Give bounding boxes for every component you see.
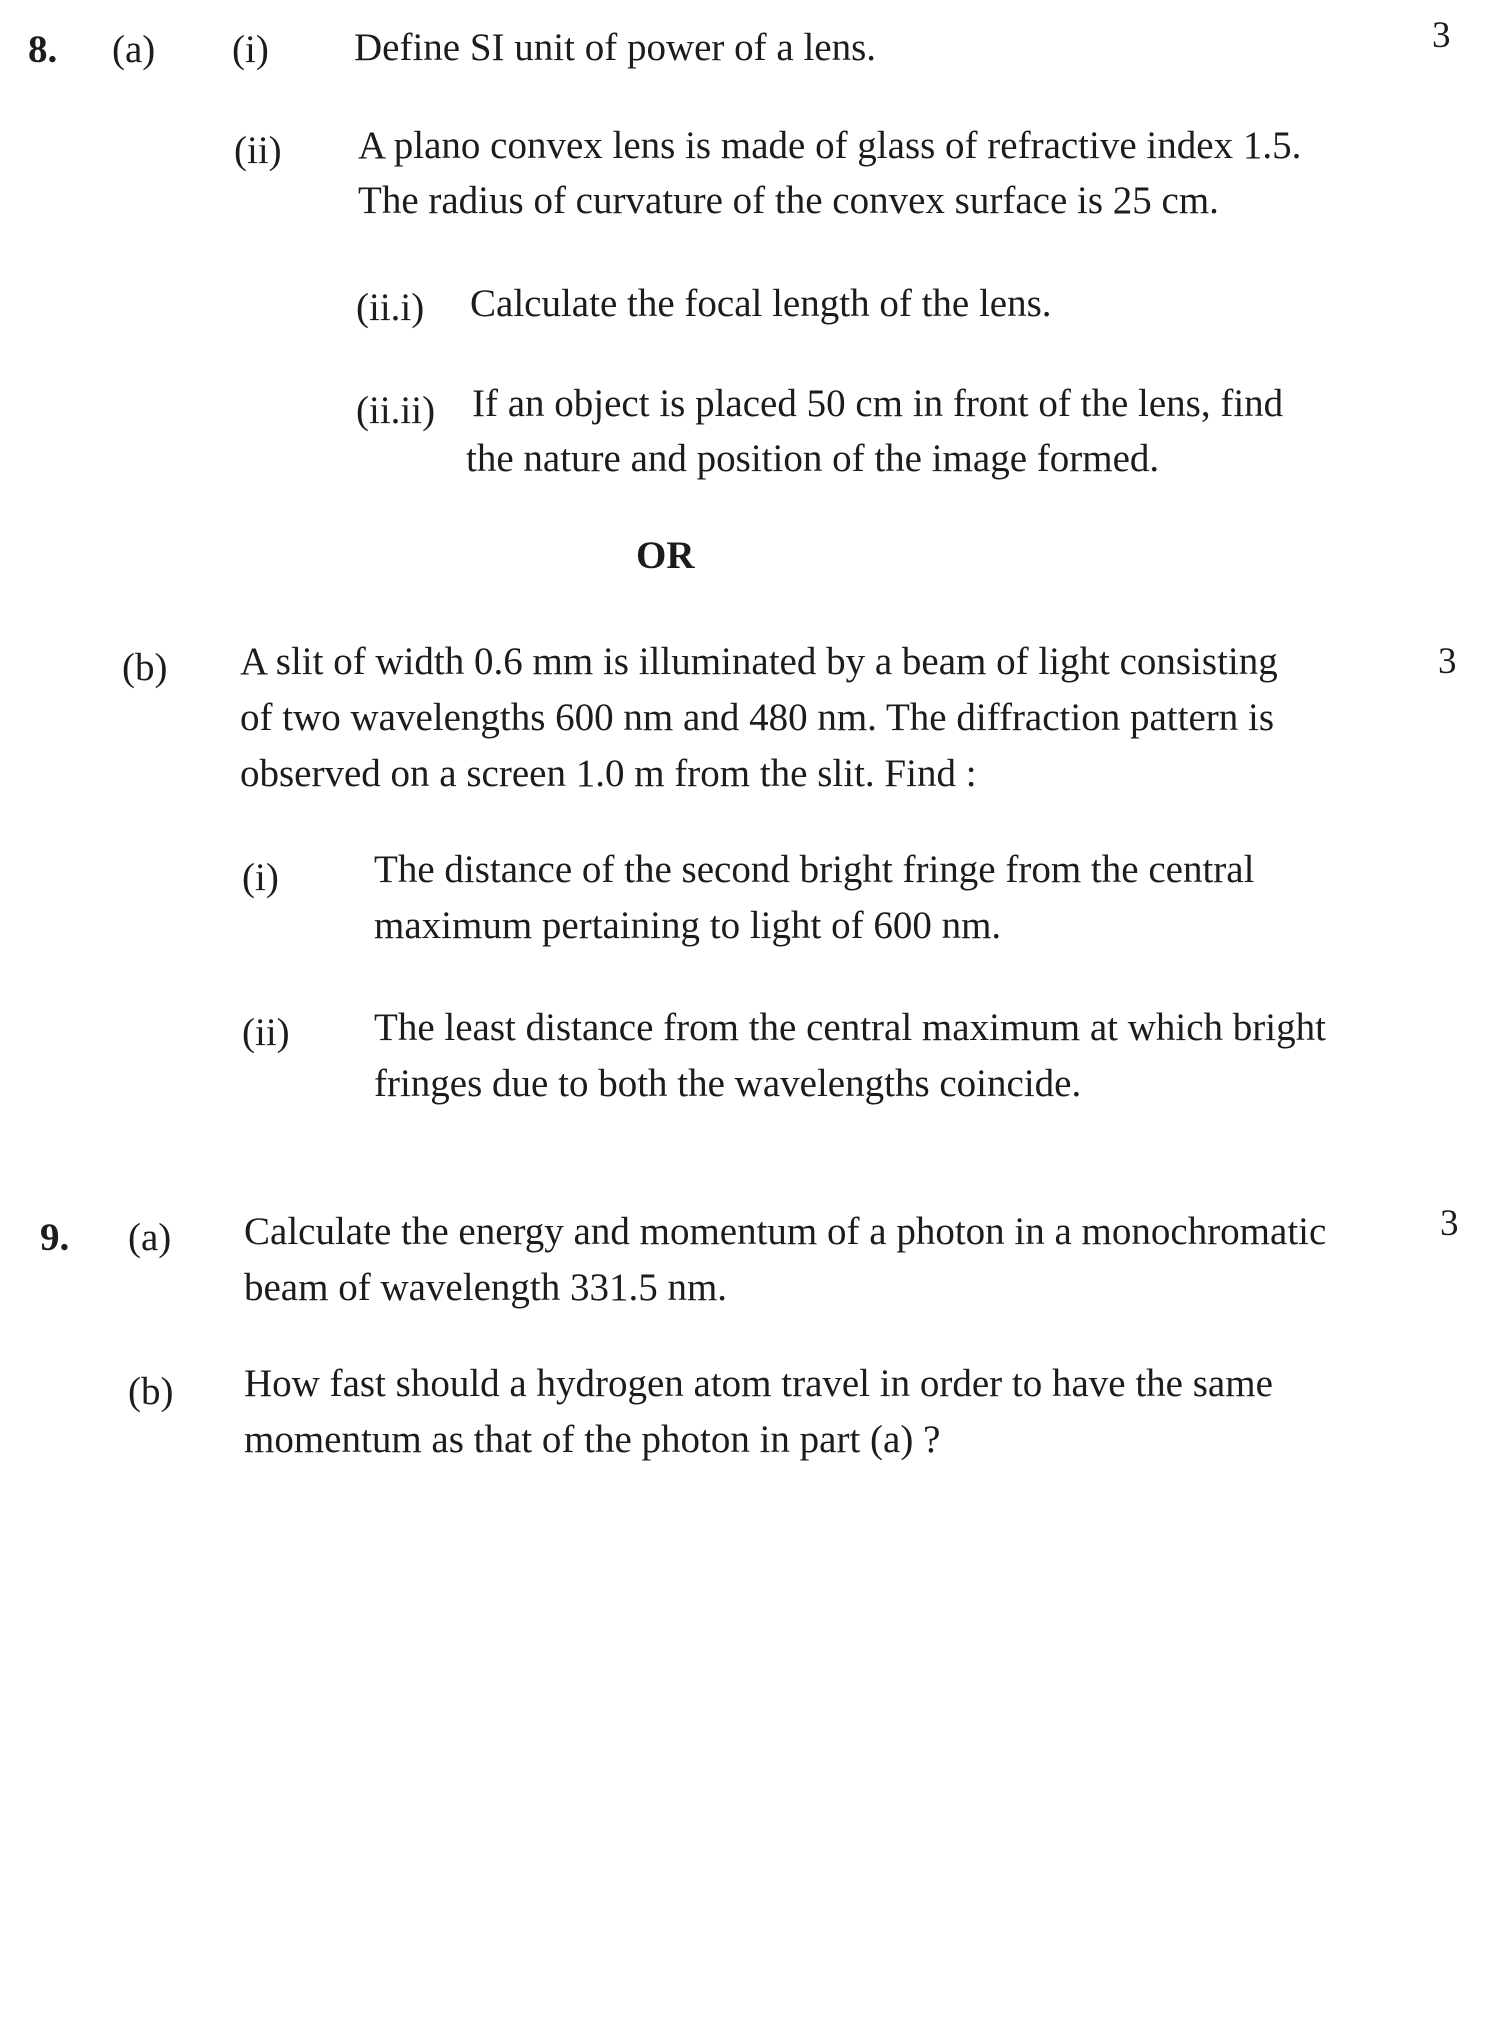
question-8b-i-line2: maximum pertaining to light of 600 nm.	[374, 904, 1002, 947]
question-9a-label: (a)	[128, 1216, 172, 1259]
question-9a-marks: 3	[1440, 1203, 1459, 1244]
question-8b-marks: 3	[1438, 641, 1457, 682]
question-9b-line2: momentum as that of the photon in part (a) ?	[244, 1418, 941, 1461]
question-9b-line1: How fast should a hydrogen atom travel in order to have the same	[244, 1362, 1273, 1405]
question-8a-ii-i-text: Calculate the focal length of the lens.	[470, 282, 1052, 325]
question-8a-ii-ii-label: (ii.ii)	[356, 389, 436, 432]
question-9b-label: (b)	[128, 1370, 174, 1413]
question-8b-line2: of two wavelengths 600 nm and 480 nm. The diffraction pattern is	[240, 696, 1275, 739]
question-9-number: 9.	[40, 1216, 70, 1259]
question-8a-ii-label: (ii)	[234, 129, 282, 172]
question-8a-ii-line1: A plano convex lens is made of glass of refractive index 1.5.	[358, 124, 1302, 167]
question-8-number: 8.	[28, 28, 58, 71]
question-8b-i-label: (i)	[242, 856, 279, 899]
question-9a-line1: Calculate the energy and momentum of a photon in a monochromatic	[244, 1210, 1327, 1253]
question-8b-label: (b)	[122, 646, 168, 689]
question-8a-ii-ii-line1: If an object is placed 50 cm in front of the lens, find	[472, 382, 1284, 425]
question-8a-ii-line2: The radius of curvature of the convex surface is 25 cm.	[358, 179, 1219, 222]
question-8b-i-line1: The distance of the second bright fringe from the central	[374, 848, 1255, 891]
question-8a-ii-i-label: (ii.i)	[356, 286, 425, 329]
or-separator: OR	[636, 534, 695, 577]
question-8a-ii-ii-line2: the nature and position of the image formed.	[466, 437, 1160, 480]
question-8a-i-text: Define SI unit of power of a lens.	[354, 26, 877, 69]
question-8a-marks: 3	[1432, 15, 1451, 56]
question-8a-label: (a)	[112, 28, 156, 71]
question-8a-i-label: (i)	[232, 28, 269, 71]
question-8b-line1: A slit of width 0.6 mm is illuminated by a beam of light consisting	[240, 640, 1278, 683]
question-8b-ii-line1: The least distance from the central maximum at which bright	[374, 1006, 1326, 1049]
question-8b-ii-label: (ii)	[242, 1011, 290, 1054]
question-8b-line3: observed on a screen 1.0 m from the slit. Find :	[240, 752, 977, 795]
question-9a-line2: beam of wavelength 331.5 nm.	[244, 1266, 728, 1309]
question-8b-ii-line2: fringes due to both the wavelengths coincide.	[374, 1062, 1082, 1105]
